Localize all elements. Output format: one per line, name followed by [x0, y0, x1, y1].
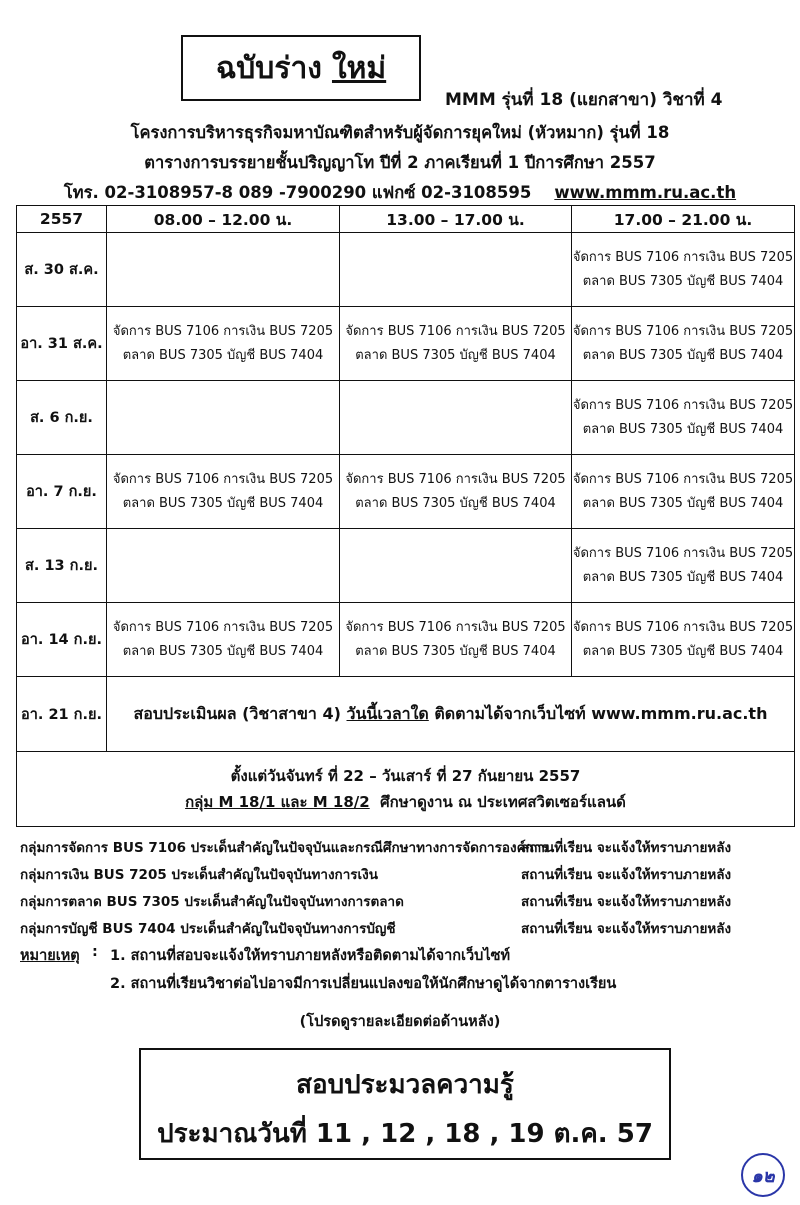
slot-cell	[107, 381, 340, 455]
group-name: กลุ่มการตลาด BUS 7305 ประเด็นสำคัญในปัจจุบันทางการตลาด	[20, 894, 404, 910]
program-title: โครงการบริหารธุรกิจมหาบัณฑิตสำหรับผู้จัดการยุคใหม่ (หัวหมาก) รุ่นที่ 18	[130, 123, 670, 142]
session-subjects-line2: ตลาด BUS 7305 บัญชี BUS 7404	[582, 273, 784, 289]
comprehensive-exam-box	[139, 1048, 671, 1160]
table-row	[17, 381, 795, 455]
study-trip-row	[17, 752, 795, 827]
note-item: 1. สถานที่สอบจะแจ้งให้ทราบภายหลังหรือติดตามได้จากเว็บไซท์	[110, 948, 511, 964]
exam-info-part1: สอบประเมินผล (วิชาสาขา 4)	[133, 703, 341, 723]
session-subjects-line2: ตลาด BUS 7305 บัญชี BUS 7404	[582, 643, 784, 659]
slot-cell	[107, 455, 340, 529]
draft-stamp-box	[181, 35, 421, 101]
group-name: กลุ่มการจัดการ BUS 7106 ประเด็นสำคัญในปัจจุบันและกรณีศึกษาทางการจัดการองค์การ	[20, 840, 549, 856]
group-place: สถานที่เรียน จะแจ้งให้ทราบภายหลัง	[521, 867, 732, 883]
slot-cell	[340, 529, 572, 603]
exam-row	[17, 677, 795, 752]
slot-cell	[340, 307, 572, 381]
header-afternoon: 13.00 – 17.00 น.	[340, 206, 572, 233]
session-subjects-line2: ตลาด BUS 7305 บัญชี BUS 7404	[582, 569, 784, 585]
study-trip-cell	[17, 752, 795, 827]
table-row	[17, 455, 795, 529]
session-subjects-line1: จัดการ BUS 7106 การเงิน BUS 7205	[572, 619, 794, 635]
session-subjects-line1: จัดการ BUS 7106 การเงิน BUS 7205	[572, 471, 794, 487]
day-cell: อา. 14 ก.ย.	[17, 603, 107, 677]
notes-colon: :	[92, 944, 98, 960]
session-subjects-line1: จัดการ BUS 7106 การเงิน BUS 7205	[112, 471, 334, 487]
session-subjects-line2: ตลาด BUS 7305 บัญชี BUS 7404	[355, 347, 556, 363]
comprehensive-exam-dates: ประมาณวันที่ 11 , 12 , 18 , 19 ต.ค. 57	[157, 1119, 653, 1149]
slot-cell	[572, 233, 795, 307]
draft-label: ฉบับร่าง	[215, 50, 322, 86]
group-name: กลุ่มการเงิน BUS 7205 ประเด็นสำคัญในปัจจุบันทางการเงิน	[20, 867, 378, 883]
day-cell: อา. 7 ก.ย.	[17, 455, 107, 529]
slot-cell	[107, 233, 340, 307]
session-subjects-line1: จัดการ BUS 7106 การเงิน BUS 7205	[345, 323, 566, 339]
table-row	[17, 307, 795, 381]
slot-cell	[340, 455, 572, 529]
session-subjects-line2: ตลาด BUS 7305 บัญชี BUS 7404	[355, 643, 556, 659]
slot-cell	[107, 307, 340, 381]
schedule-table	[16, 205, 795, 827]
session-subjects-line2: ตลาด BUS 7305 บัญชี BUS 7404	[582, 495, 784, 511]
study-trip-destination: ศึกษาดูงาน ณ ประเทศสวิตเซอร์แลนด์	[380, 793, 626, 811]
group-line	[20, 890, 780, 912]
slot-cell	[107, 603, 340, 677]
session-subjects-line1: จัดการ BUS 7106 การเงิน BUS 7205	[572, 545, 794, 561]
contact-line	[0, 180, 800, 206]
page-number-mark: ๑๒	[741, 1153, 785, 1197]
notes-label: หมายเหตุ	[20, 948, 80, 964]
slot-cell	[572, 307, 795, 381]
session-subjects-line1: จัดการ BUS 7106 การเงิน BUS 7205	[112, 619, 334, 635]
group-place: สถานที่เรียน จะแจ้งให้ทราบภายหลัง	[521, 921, 732, 937]
note-item: 2. สถานที่เรียนวิชาต่อไปอาจมีการเปลี่ยนแปลงขอให้นักศึกษาดูได้จากตารางเรียน	[110, 976, 617, 992]
session-subjects-line2: ตลาด BUS 7305 บัญชี BUS 7404	[582, 347, 784, 363]
contact-numbers: โทร. 02-3108957-8 089 -7900290 แฟกซ์ 02-3108595	[63, 183, 532, 202]
group-place: สถานที่เรียน จะแจ้งให้ทราบภายหลัง	[521, 894, 732, 910]
slot-cell	[340, 381, 572, 455]
header-evening: 17.00 – 21.00 น.	[572, 206, 795, 233]
group-line	[20, 917, 780, 939]
exam-day-cell: อา. 21 ก.ย.	[17, 677, 107, 752]
exam-info-part3: ติดตามได้จากเว็บไซท์ www.mmm.ru.ac.th	[434, 703, 768, 723]
table-header-row	[17, 206, 795, 233]
session-subjects-line1: จัดการ BUS 7106 การเงิน BUS 7205	[572, 323, 794, 339]
comprehensive-exam-title: สอบประมวลความรู้	[296, 1070, 514, 1100]
header-year: 2557	[17, 206, 107, 233]
group-place: สถานที่เรียน จะแจ้งให้ทราบภายหลัง	[521, 840, 732, 856]
draft-new-label: ใหม่	[331, 50, 387, 86]
course-line: MMM รุ่นที่ 18 (แยกสาขา) วิชาที่ 4	[445, 90, 723, 110]
slot-cell	[572, 381, 795, 455]
exam-info-when: วันนี้เวลาใด	[346, 703, 429, 723]
study-trip-details	[17, 789, 794, 815]
session-subjects-line2: ตลาด BUS 7305 บัญชี BUS 7404	[355, 495, 556, 511]
session-subjects-line1: จัดการ BUS 7106 การเงิน BUS 7205	[112, 323, 334, 339]
slot-cell	[572, 455, 795, 529]
slot-cell	[340, 603, 572, 677]
slot-cell	[107, 529, 340, 603]
group-name: กลุ่มการบัญชี BUS 7404 ประเด็นสำคัญในปัจจุบันทางการบัญชี	[20, 921, 396, 937]
slot-cell	[572, 603, 795, 677]
session-subjects-line1: จัดการ BUS 7106 การเงิน BUS 7205	[345, 619, 566, 635]
website-link[interactable]: www.mmm.ru.ac.th	[554, 183, 737, 202]
session-subjects-line2: ตลาด BUS 7305 บัญชี BUS 7404	[122, 495, 324, 511]
table-row	[17, 603, 795, 677]
session-subjects-line1: จัดการ BUS 7106 การเงิน BUS 7205	[572, 249, 794, 265]
session-subjects-line1: จัดการ BUS 7106 การเงิน BUS 7205	[345, 471, 566, 487]
schedule-title: ตารางการบรรยายชั้นปริญญาโท ปีที่ 2 ภาคเรียนที่ 1 ปีการศึกษา 2557	[144, 153, 656, 172]
table-row	[17, 233, 795, 307]
slot-cell	[340, 233, 572, 307]
day-cell: อา. 31 ส.ค.	[17, 307, 107, 381]
table-row	[17, 529, 795, 603]
group-line	[20, 836, 780, 858]
session-subjects-line2: ตลาด BUS 7305 บัญชี BUS 7404	[122, 347, 324, 363]
study-trip-dates: ตั้งแต่วันจันทร์ ที่ 22 – วันเสาร์ ที่ 27 กันยายน 2557	[230, 767, 581, 785]
day-cell: ส. 13 ก.ย.	[17, 529, 107, 603]
study-trip-groups: กลุ่ม M 18/1 และ M 18/2	[185, 793, 370, 811]
header-morning: 08.00 – 12.00 น.	[107, 206, 340, 233]
exam-info-cell	[107, 677, 795, 752]
session-subjects-line2: ตลาด BUS 7305 บัญชี BUS 7404	[122, 643, 324, 659]
day-cell: ส. 6 ก.ย.	[17, 381, 107, 455]
group-line	[20, 863, 780, 885]
see-back-note: (โปรดดูรายละเอียดต่อด้านหลัง)	[299, 1014, 501, 1030]
slot-cell	[572, 529, 795, 603]
day-cell: ส. 30 ส.ค.	[17, 233, 107, 307]
session-subjects-line2: ตลาด BUS 7305 บัญชี BUS 7404	[582, 421, 784, 437]
session-subjects-line1: จัดการ BUS 7106 การเงิน BUS 7205	[572, 397, 794, 413]
